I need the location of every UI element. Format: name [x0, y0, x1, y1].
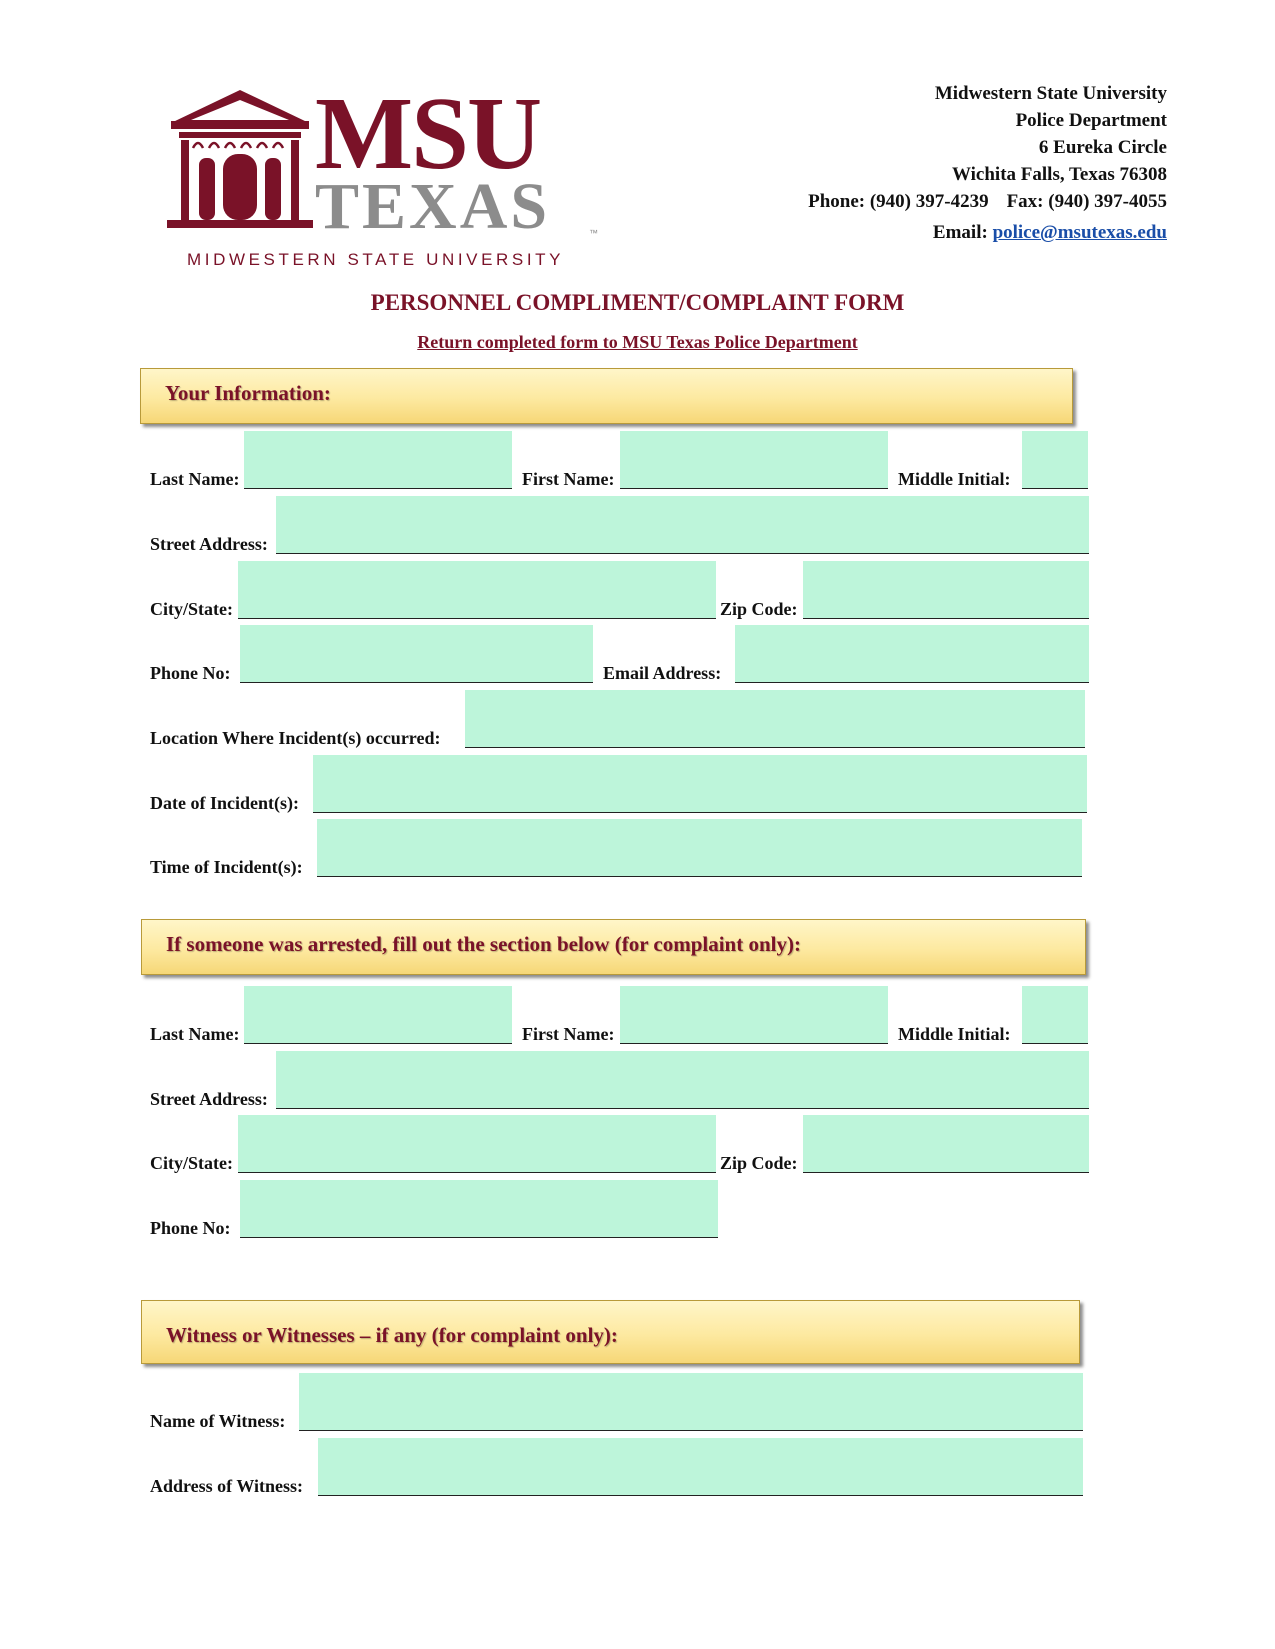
arrested-zip-code-label: Zip Code:: [720, 1153, 798, 1173]
arrested-street-address-label: Street Address:: [150, 1089, 268, 1109]
witness-name-label: Name of Witness:: [150, 1411, 286, 1431]
your-middle-initial-field[interactable]: [1022, 431, 1088, 489]
arrested-phone-label: Phone No:: [150, 1218, 231, 1238]
your-street-address-label: Street Address:: [150, 534, 268, 554]
arrested-zip-code-field[interactable]: [803, 1115, 1089, 1173]
arrested-city-state-label: City/State:: [150, 1153, 233, 1173]
incident-location-field[interactable]: [465, 690, 1085, 748]
arrested-middle-initial-label: Middle Initial:: [898, 1024, 1011, 1044]
your-email-label: Email Address:: [603, 663, 722, 683]
arrested-city-state-field[interactable]: [238, 1115, 716, 1173]
incident-date-label: Date of Incident(s):: [150, 793, 299, 813]
section-your-information-title: Your Information:: [165, 381, 331, 405]
section-arrested-title: If someone was arrested, fill out the section below (for complaint only):: [166, 932, 801, 956]
contact-fax: Fax: (940) 397-4055: [1006, 191, 1167, 212]
section-your-information: [140, 368, 1073, 424]
contact-department: Police Department: [1015, 110, 1167, 131]
section-arrested: [141, 919, 1086, 975]
msu-texas-logo: [165, 76, 605, 278]
incident-time-label: Time of Incident(s):: [150, 857, 303, 877]
logo-university-name: MIDWESTERN STATE UNIVERSITY: [187, 250, 565, 269]
contact-email-label: Email:: [932, 222, 988, 243]
your-zip-code-label: Zip Code:: [720, 599, 798, 619]
contact-email-line: [808, 219, 1167, 246]
contact-block: [808, 80, 1167, 246]
section-witness: [141, 1300, 1080, 1364]
logo-texas-text: TEXAS: [315, 170, 551, 243]
witness-address-label: Address of Witness:: [150, 1476, 304, 1496]
incident-date-field[interactable]: [313, 755, 1087, 813]
your-phone-label: Phone No:: [150, 663, 231, 683]
arrested-first-name-label: First Name:: [522, 1024, 615, 1044]
form-subtitle-text: Return completed form to MSU Texas Police Department: [417, 332, 858, 352]
your-middle-initial-label: Middle Initial:: [898, 469, 1011, 489]
your-email-field[interactable]: [735, 625, 1089, 683]
contact-email-link[interactable]: police@msutexas.edu: [992, 222, 1167, 243]
your-city-state-label: City/State:: [150, 599, 233, 619]
your-first-name-field[interactable]: [620, 431, 888, 489]
section-witness-title: Witness or Witnesses – if any (for complaint only):: [166, 1323, 618, 1347]
logo-trademark: ™: [589, 228, 598, 238]
incident-time-field[interactable]: [317, 819, 1082, 877]
clock-tower-icon: [165, 88, 315, 238]
contact-university: Midwestern State University: [934, 83, 1167, 104]
form-subtitle: [0, 332, 1275, 353]
arrested-street-address-field[interactable]: [276, 1051, 1089, 1109]
witness-address-field[interactable]: [318, 1438, 1083, 1496]
your-city-state-field[interactable]: [238, 561, 716, 619]
your-zip-code-field[interactable]: [803, 561, 1089, 619]
contact-phone-fax: [808, 188, 1167, 215]
arrested-last-name-label: Last Name:: [150, 1024, 240, 1044]
your-last-name-label: Last Name:: [150, 469, 240, 489]
contact-city: Wichita Falls, Texas 76308: [951, 164, 1167, 185]
arrested-first-name-field[interactable]: [620, 986, 888, 1044]
your-last-name-field[interactable]: [244, 431, 512, 489]
your-first-name-label: First Name:: [522, 469, 615, 489]
witness-name-field[interactable]: [299, 1373, 1083, 1431]
arrested-middle-initial-field[interactable]: [1022, 986, 1088, 1044]
contact-street: 6 Eureka Circle: [1038, 137, 1167, 158]
form-title: PERSONNEL COMPLIMENT/COMPLAINT FORM: [370, 290, 905, 315]
incident-location-label: Location Where Incident(s) occurred:: [150, 728, 441, 748]
your-phone-field[interactable]: [240, 625, 593, 683]
your-street-address-field[interactable]: [276, 496, 1089, 554]
logo-msu-text: MSU: [315, 76, 541, 191]
contact-phone: Phone: (940) 397-4239: [808, 191, 989, 212]
arrested-last-name-field[interactable]: [244, 986, 512, 1044]
arrested-phone-field[interactable]: [240, 1180, 718, 1238]
